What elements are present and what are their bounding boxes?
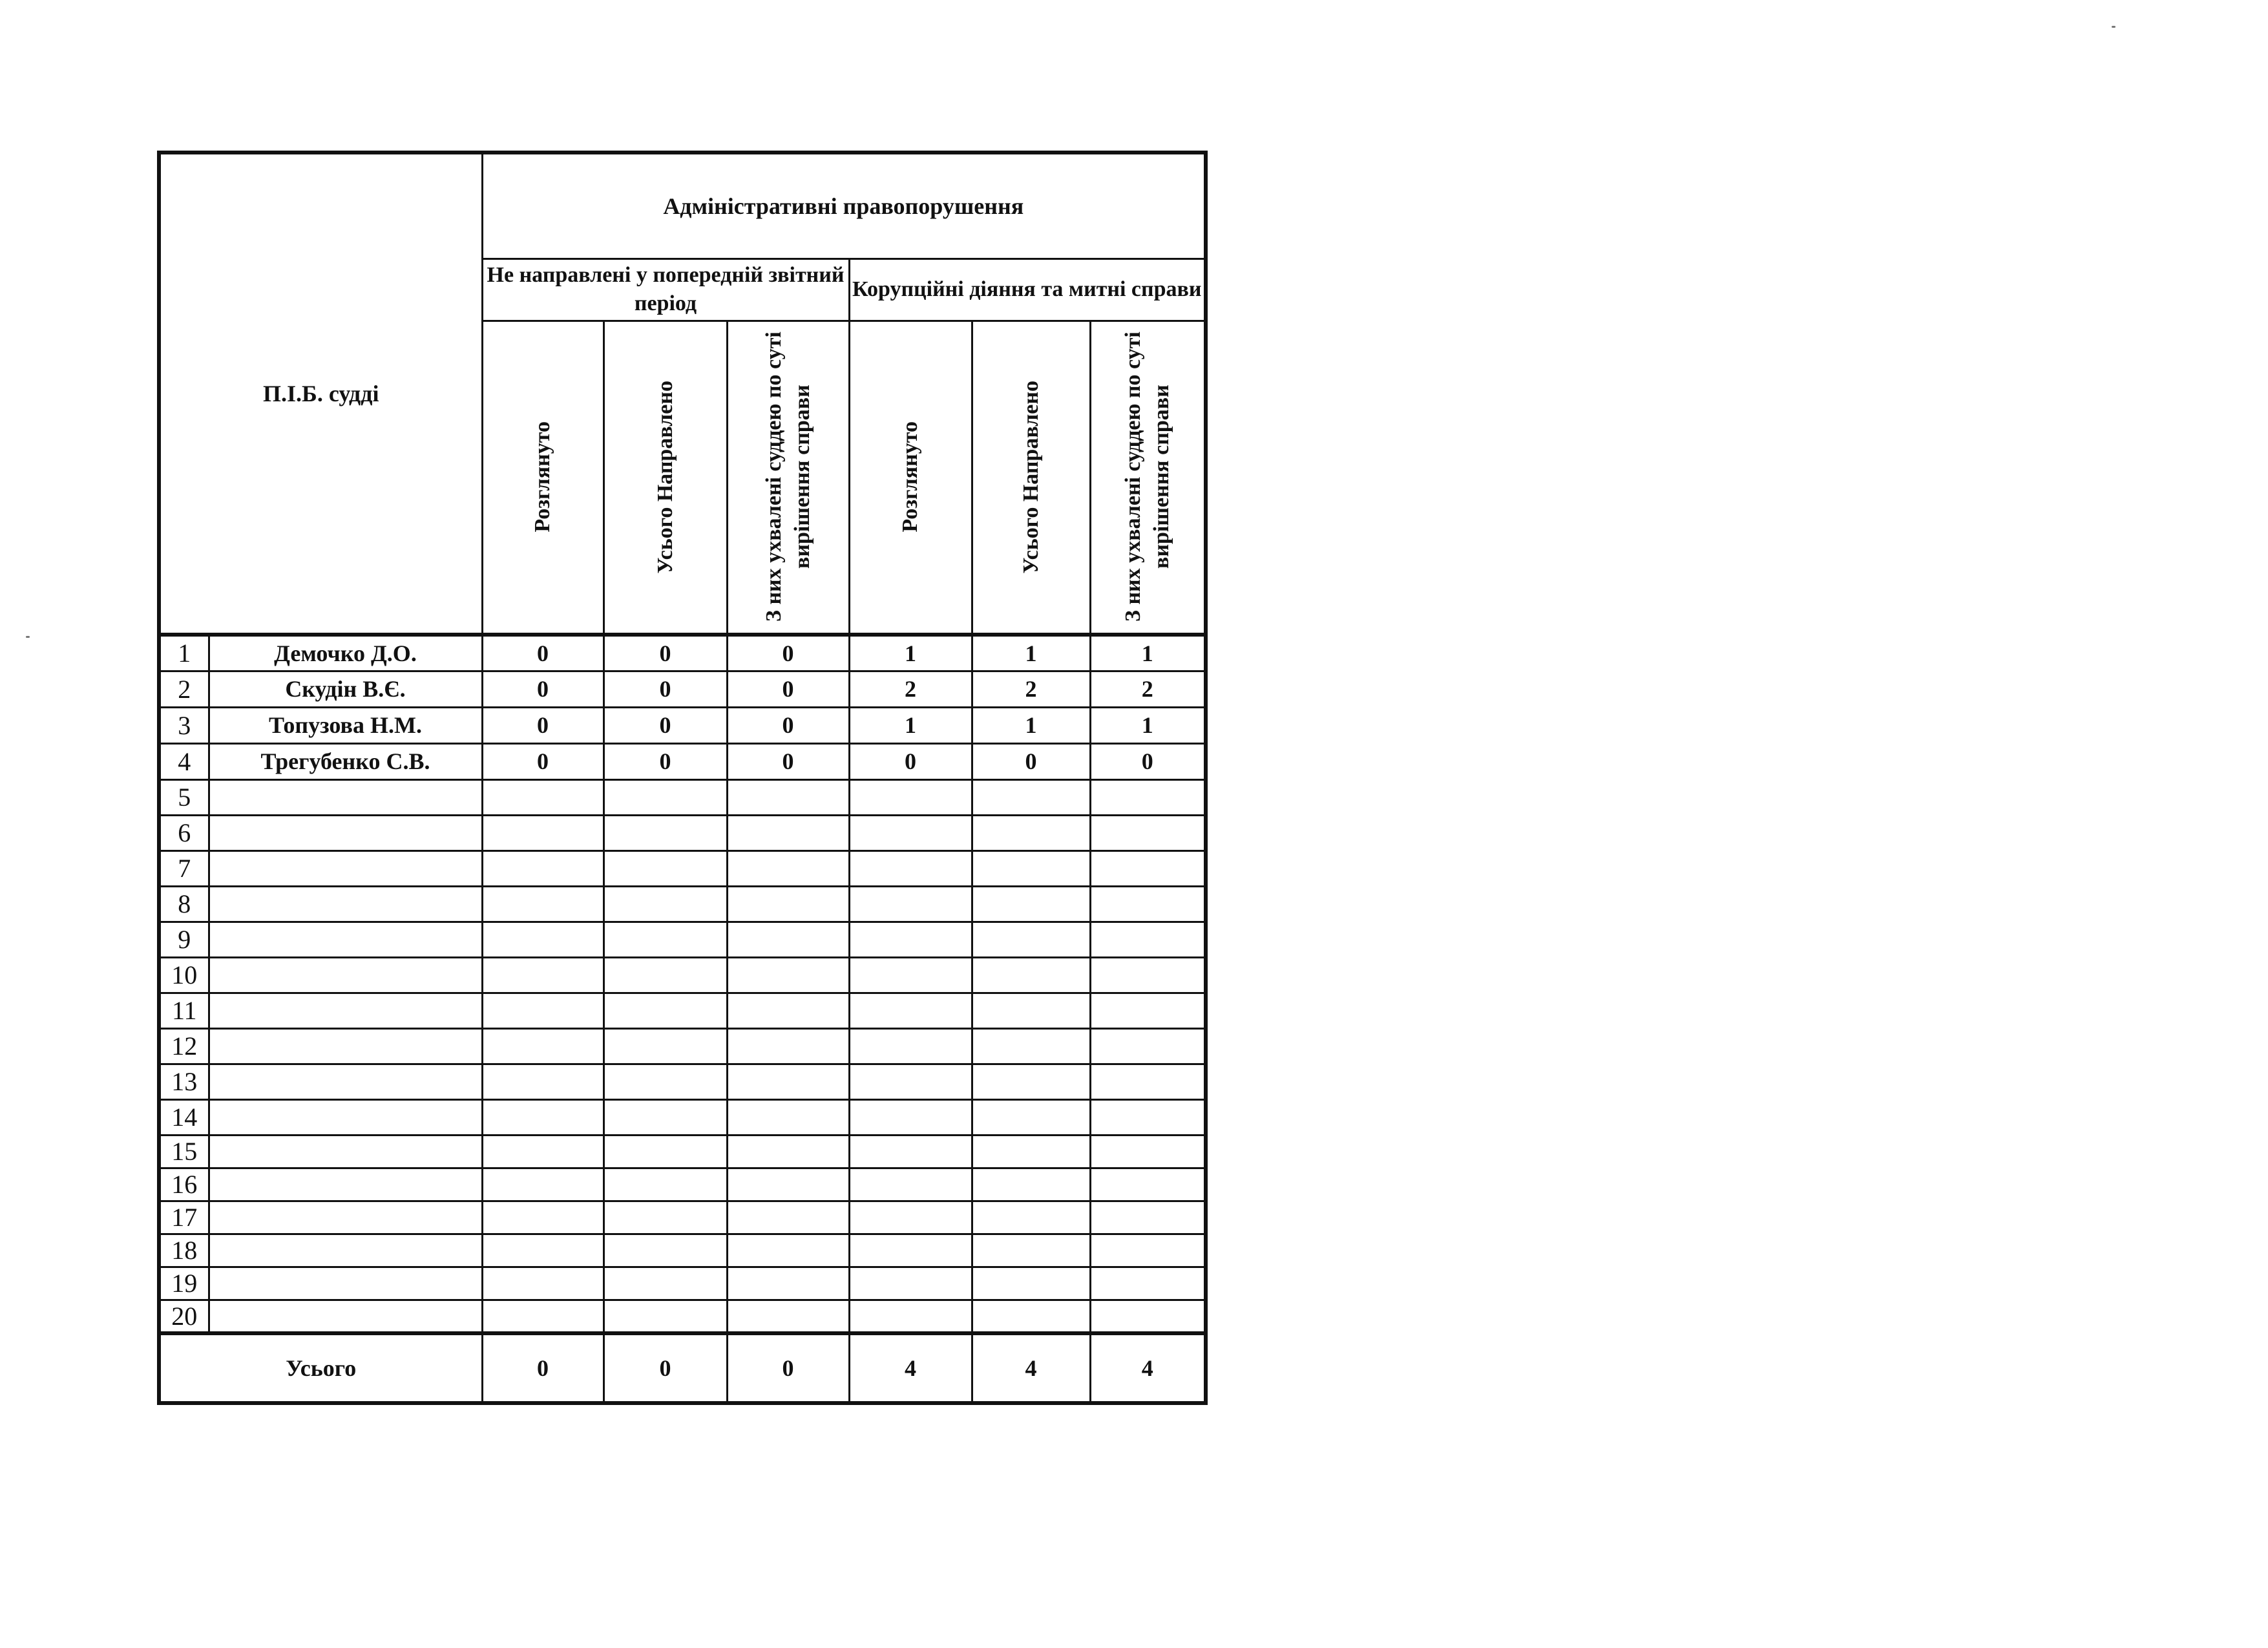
value-cell (849, 1267, 972, 1300)
row-number: 3 (159, 707, 209, 743)
value-cell (604, 957, 727, 993)
value-cell (727, 993, 849, 1028)
value-cell (482, 1099, 604, 1135)
judge-name-cell (209, 993, 482, 1028)
value-cell (1090, 1135, 1206, 1168)
value-cell: 1 (1090, 707, 1206, 743)
judge-name-cell: Топузова Н.М. (209, 707, 482, 743)
value-cell: 0 (482, 635, 604, 671)
value-cell (972, 779, 1090, 815)
value-cell: 0 (604, 707, 727, 743)
judge-name-cell (209, 1168, 482, 1201)
column-header-reviewed-1 (482, 321, 604, 635)
value-cell (849, 1300, 972, 1333)
value-cell (849, 1099, 972, 1135)
value-cell (972, 815, 1090, 850)
column-header-label: Розглянуто (898, 421, 922, 533)
column-header-label: Усього Направлено (1018, 380, 1043, 574)
value-cell: 0 (482, 743, 604, 779)
value-cell (482, 993, 604, 1028)
value-cell (604, 1168, 727, 1201)
value-cell: 1 (849, 635, 972, 671)
table-row (159, 1135, 1206, 1168)
value-cell (604, 815, 727, 850)
value-cell (727, 957, 849, 993)
value-cell (727, 1028, 849, 1064)
value-cell (482, 1028, 604, 1064)
table-row (159, 1168, 1206, 1201)
value-cell: 0 (482, 671, 604, 707)
table-row (159, 743, 1206, 779)
value-cell (727, 1201, 849, 1234)
table-row (159, 850, 1206, 886)
value-cell (727, 1267, 849, 1300)
table-row (159, 1300, 1206, 1333)
row-number: 7 (159, 850, 209, 886)
value-cell (482, 1267, 604, 1300)
value-cell (482, 886, 604, 922)
value-cell: 0 (972, 743, 1090, 779)
value-cell (604, 1267, 727, 1300)
row-number: 11 (159, 993, 209, 1028)
value-cell: 0 (1090, 743, 1206, 779)
row-number: 18 (159, 1234, 209, 1267)
value-cell (727, 779, 849, 815)
value-cell (1090, 850, 1206, 886)
value-cell (482, 850, 604, 886)
value-cell (1090, 957, 1206, 993)
value-cell (604, 1099, 727, 1135)
value-cell (972, 1300, 1090, 1333)
row-number: 8 (159, 886, 209, 922)
admin-offenses-report-table (157, 151, 1208, 1405)
row-number: 9 (159, 922, 209, 957)
value-cell: 0 (727, 707, 849, 743)
value-cell (849, 1234, 972, 1267)
value-cell (849, 957, 972, 993)
row-number: 20 (159, 1300, 209, 1333)
value-cell (604, 1028, 727, 1064)
column-header-decided-on-merits-1 (727, 321, 849, 635)
value-cell (972, 957, 1090, 993)
table-row (159, 957, 1206, 993)
value-cell (1090, 922, 1206, 957)
value-cell (727, 1168, 849, 1201)
value-cell (1090, 886, 1206, 922)
value-cell (727, 886, 849, 922)
value-cell: 2 (1090, 671, 1206, 707)
column-header-label: Усього Направлено (653, 380, 677, 574)
row-number: 10 (159, 957, 209, 993)
judge-name-header: П.І.Б. судді (159, 153, 482, 635)
total-value-cell: 0 (604, 1333, 727, 1403)
row-number: 5 (159, 779, 209, 815)
table-row (159, 1099, 1206, 1135)
judge-name-cell: Демочко Д.О. (209, 635, 482, 671)
table-row (159, 815, 1206, 850)
value-cell (849, 1028, 972, 1064)
judge-name-cell (209, 779, 482, 815)
row-number: 19 (159, 1267, 209, 1300)
value-cell (604, 886, 727, 922)
value-cell: 0 (727, 743, 849, 779)
value-cell (972, 886, 1090, 922)
judge-name-cell (209, 850, 482, 886)
value-cell (604, 993, 727, 1028)
value-cell: 1 (972, 707, 1090, 743)
value-cell: 1 (849, 707, 972, 743)
value-cell (727, 922, 849, 957)
row-number: 1 (159, 635, 209, 671)
table-row (159, 1201, 1206, 1234)
value-cell: 0 (727, 671, 849, 707)
value-cell (1090, 1300, 1206, 1333)
value-cell: 2 (972, 671, 1090, 707)
value-cell (972, 1234, 1090, 1267)
table-row (159, 671, 1206, 707)
value-cell (1090, 1028, 1206, 1064)
value-cell (849, 993, 972, 1028)
row-number: 16 (159, 1168, 209, 1201)
judge-name-cell (209, 1300, 482, 1333)
table-row (159, 1234, 1206, 1267)
value-cell (849, 1135, 972, 1168)
table-row (159, 993, 1206, 1028)
value-cell: 0 (604, 635, 727, 671)
value-cell: 1 (1090, 635, 1206, 671)
value-cell (1090, 1201, 1206, 1234)
judge-name-cell (209, 1099, 482, 1135)
table-row (159, 886, 1206, 922)
judge-name-cell (209, 1201, 482, 1234)
table-row (159, 707, 1206, 743)
table-row (159, 635, 1206, 671)
value-cell (849, 1168, 972, 1201)
group-header-corruption-customs: Корупційні діяння та митні справи (849, 259, 1206, 321)
table-row (159, 1028, 1206, 1064)
judge-name-cell (209, 1135, 482, 1168)
column-header-reviewed-2 (849, 321, 972, 635)
value-cell (727, 1234, 849, 1267)
value-cell (604, 1201, 727, 1234)
row-number: 14 (159, 1099, 209, 1135)
value-cell (1090, 1064, 1206, 1099)
value-cell (1090, 779, 1206, 815)
value-cell: 2 (849, 671, 972, 707)
value-cell (1090, 1099, 1206, 1135)
main-section-header: Адміністративні правопорушення (482, 153, 1206, 259)
value-cell (1090, 993, 1206, 1028)
value-cell (482, 1201, 604, 1234)
value-cell (482, 1168, 604, 1201)
total-value-cell: 0 (727, 1333, 849, 1403)
value-cell (482, 957, 604, 993)
value-cell (482, 1300, 604, 1333)
value-cell: 0 (849, 743, 972, 779)
value-cell (972, 993, 1090, 1028)
scan-speck (26, 636, 30, 638)
table-row (159, 1064, 1206, 1099)
total-row (159, 1333, 1206, 1403)
value-cell (972, 1064, 1090, 1099)
value-cell (727, 1064, 849, 1099)
value-cell (972, 1168, 1090, 1201)
value-cell (482, 779, 604, 815)
value-cell (604, 850, 727, 886)
value-cell (482, 922, 604, 957)
column-header-total-sent-2 (972, 321, 1090, 635)
value-cell (1090, 815, 1206, 850)
value-cell (849, 1064, 972, 1099)
value-cell (604, 1234, 727, 1267)
judge-name-cell: Скудін В.Є. (209, 671, 482, 707)
column-header-label: З них ухвалені суддею по суті вирішення справи (1120, 332, 1173, 622)
judge-name-cell: Трегубенко С.В. (209, 743, 482, 779)
value-cell: 1 (972, 635, 1090, 671)
judge-name-cell (209, 922, 482, 957)
total-value-cell: 0 (482, 1333, 604, 1403)
table-row (159, 922, 1206, 957)
scan-speck (2112, 26, 2116, 28)
value-cell (849, 922, 972, 957)
judge-name-cell (209, 1267, 482, 1300)
judge-name-cell (209, 1234, 482, 1267)
value-cell (727, 1099, 849, 1135)
value-cell (1090, 1234, 1206, 1267)
value-cell (972, 1135, 1090, 1168)
value-cell (972, 1028, 1090, 1064)
total-value-cell: 4 (849, 1333, 972, 1403)
value-cell (482, 1234, 604, 1267)
table-row (159, 1267, 1206, 1300)
judge-name-cell (209, 957, 482, 993)
value-cell (972, 850, 1090, 886)
value-cell (972, 1201, 1090, 1234)
column-header-decided-on-merits-2 (1090, 321, 1206, 635)
value-cell (972, 1099, 1090, 1135)
value-cell (604, 1064, 727, 1099)
value-cell (482, 815, 604, 850)
value-cell (972, 1267, 1090, 1300)
value-cell (482, 1135, 604, 1168)
value-cell: 0 (604, 743, 727, 779)
value-cell (1090, 1168, 1206, 1201)
value-cell (727, 850, 849, 886)
value-cell (604, 779, 727, 815)
column-header-total-sent-1 (604, 321, 727, 635)
value-cell (482, 1064, 604, 1099)
value-cell (1090, 1267, 1206, 1300)
row-number: 4 (159, 743, 209, 779)
value-cell (727, 1135, 849, 1168)
judge-name-cell (209, 1028, 482, 1064)
value-cell: 0 (482, 707, 604, 743)
total-value-cell: 4 (972, 1333, 1090, 1403)
total-label: Усього (159, 1333, 482, 1403)
value-cell (604, 1135, 727, 1168)
value-cell (849, 1201, 972, 1234)
row-number: 13 (159, 1064, 209, 1099)
column-header-label: Розглянуто (530, 421, 554, 533)
judge-name-cell (209, 815, 482, 850)
table-row (159, 779, 1206, 815)
value-cell (604, 1300, 727, 1333)
value-cell (849, 850, 972, 886)
judge-name-cell (209, 886, 482, 922)
value-cell (849, 815, 972, 850)
row-number: 15 (159, 1135, 209, 1168)
value-cell: 0 (604, 671, 727, 707)
value-cell (727, 815, 849, 850)
value-cell (604, 922, 727, 957)
judge-name-cell (209, 1064, 482, 1099)
row-number: 12 (159, 1028, 209, 1064)
row-number: 17 (159, 1201, 209, 1234)
total-value-cell: 4 (1090, 1333, 1206, 1403)
group-header-not-sent-previous-period: Не направлені у попередній звітний період (482, 259, 849, 321)
column-header-label: З них ухвалені суддею по суті вирішення справи (761, 332, 814, 622)
value-cell (849, 779, 972, 815)
value-cell (727, 1300, 849, 1333)
value-cell (849, 886, 972, 922)
row-number: 6 (159, 815, 209, 850)
value-cell (972, 922, 1090, 957)
row-number: 2 (159, 671, 209, 707)
value-cell: 0 (727, 635, 849, 671)
